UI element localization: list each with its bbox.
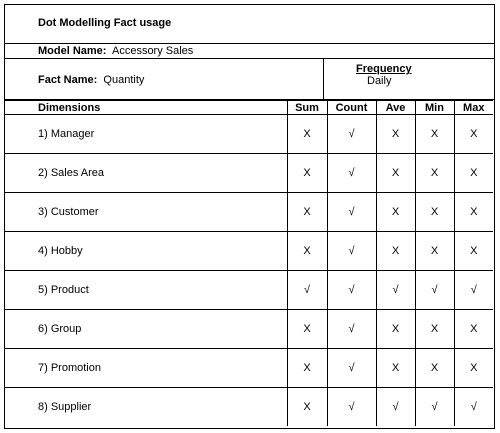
table-row bbox=[5, 349, 493, 388]
count-cell: √ bbox=[327, 349, 376, 388]
fact-name-label: Fact Name: bbox=[38, 74, 98, 86]
max-cell: X bbox=[454, 310, 493, 349]
col-header-ave: Ave bbox=[376, 101, 415, 115]
max-cell: X bbox=[454, 154, 493, 193]
min-cell: X bbox=[415, 193, 454, 232]
sum-cell: √ bbox=[287, 271, 327, 310]
sum-cell: X bbox=[287, 349, 327, 388]
model-name-label: Model Name: bbox=[38, 45, 107, 57]
model-name-value: Accessory Sales bbox=[111, 45, 194, 57]
dimension-cell: 1) Manager bbox=[5, 115, 287, 154]
count-cell: √ bbox=[327, 310, 376, 349]
fact-divider bbox=[323, 59, 324, 99]
count-cell: √ bbox=[327, 154, 376, 193]
dimension-cell: 3) Customer bbox=[5, 193, 287, 232]
title-row bbox=[5, 5, 494, 44]
ave-cell: X bbox=[376, 154, 415, 193]
sum-cell: X bbox=[287, 154, 327, 193]
col-header-min: Min bbox=[415, 101, 454, 115]
ave-cell: √ bbox=[376, 271, 415, 310]
table-row bbox=[5, 232, 493, 271]
min-cell: √ bbox=[415, 388, 454, 427]
sum-cell: X bbox=[287, 115, 327, 154]
dimension-cell: 2) Sales Area bbox=[5, 154, 287, 193]
fact-usage-table bbox=[5, 100, 493, 426]
fact-usage-sheet bbox=[4, 4, 495, 429]
col-header-count: Count bbox=[327, 101, 376, 115]
frequency-value: Daily bbox=[367, 75, 392, 87]
count-cell: √ bbox=[327, 232, 376, 271]
count-cell: √ bbox=[327, 115, 376, 154]
min-cell: X bbox=[415, 310, 454, 349]
ave-cell: X bbox=[376, 193, 415, 232]
table-row bbox=[5, 388, 493, 427]
max-cell: √ bbox=[454, 388, 493, 427]
fact-name bbox=[38, 74, 144, 86]
max-cell: √ bbox=[454, 271, 493, 310]
sum-cell: X bbox=[287, 232, 327, 271]
model-name bbox=[38, 45, 193, 57]
dimension-cell: 5) Product bbox=[5, 271, 287, 310]
dimension-cell: 7) Promotion bbox=[5, 349, 287, 388]
max-cell: X bbox=[454, 115, 493, 154]
ave-cell: X bbox=[376, 310, 415, 349]
max-cell: X bbox=[454, 232, 493, 271]
count-cell: √ bbox=[327, 271, 376, 310]
table-row bbox=[5, 310, 493, 349]
count-cell: √ bbox=[327, 193, 376, 232]
table-row bbox=[5, 115, 493, 154]
ave-cell: X bbox=[376, 349, 415, 388]
frequency-label: Frequency bbox=[356, 63, 412, 75]
table-row bbox=[5, 154, 493, 193]
min-cell: X bbox=[415, 115, 454, 154]
col-header-sum: Sum bbox=[287, 101, 327, 115]
min-cell: X bbox=[415, 232, 454, 271]
sum-cell: X bbox=[287, 388, 327, 427]
table-row bbox=[5, 271, 493, 310]
count-cell: √ bbox=[327, 388, 376, 427]
dimension-cell: 4) Hobby bbox=[5, 232, 287, 271]
table-header-row bbox=[5, 101, 493, 115]
sum-cell: X bbox=[287, 310, 327, 349]
sheet-title: Dot Modelling Fact usage bbox=[38, 17, 172, 29]
table-row bbox=[5, 193, 493, 232]
dimension-cell: 8) Supplier bbox=[5, 388, 287, 427]
max-cell: X bbox=[454, 193, 493, 232]
ave-cell: X bbox=[376, 115, 415, 154]
col-header-dimensions: Dimensions bbox=[5, 101, 287, 115]
model-row bbox=[5, 44, 494, 59]
col-header-max: Max bbox=[454, 101, 493, 115]
min-cell: X bbox=[415, 349, 454, 388]
sum-cell: X bbox=[287, 193, 327, 232]
min-cell: √ bbox=[415, 271, 454, 310]
fact-row bbox=[5, 59, 494, 100]
fact-name-value: Quantity bbox=[103, 74, 145, 86]
ave-cell: √ bbox=[376, 388, 415, 427]
dimension-cell: 6) Group bbox=[5, 310, 287, 349]
max-cell: X bbox=[454, 349, 493, 388]
ave-cell: X bbox=[376, 232, 415, 271]
min-cell: X bbox=[415, 154, 454, 193]
